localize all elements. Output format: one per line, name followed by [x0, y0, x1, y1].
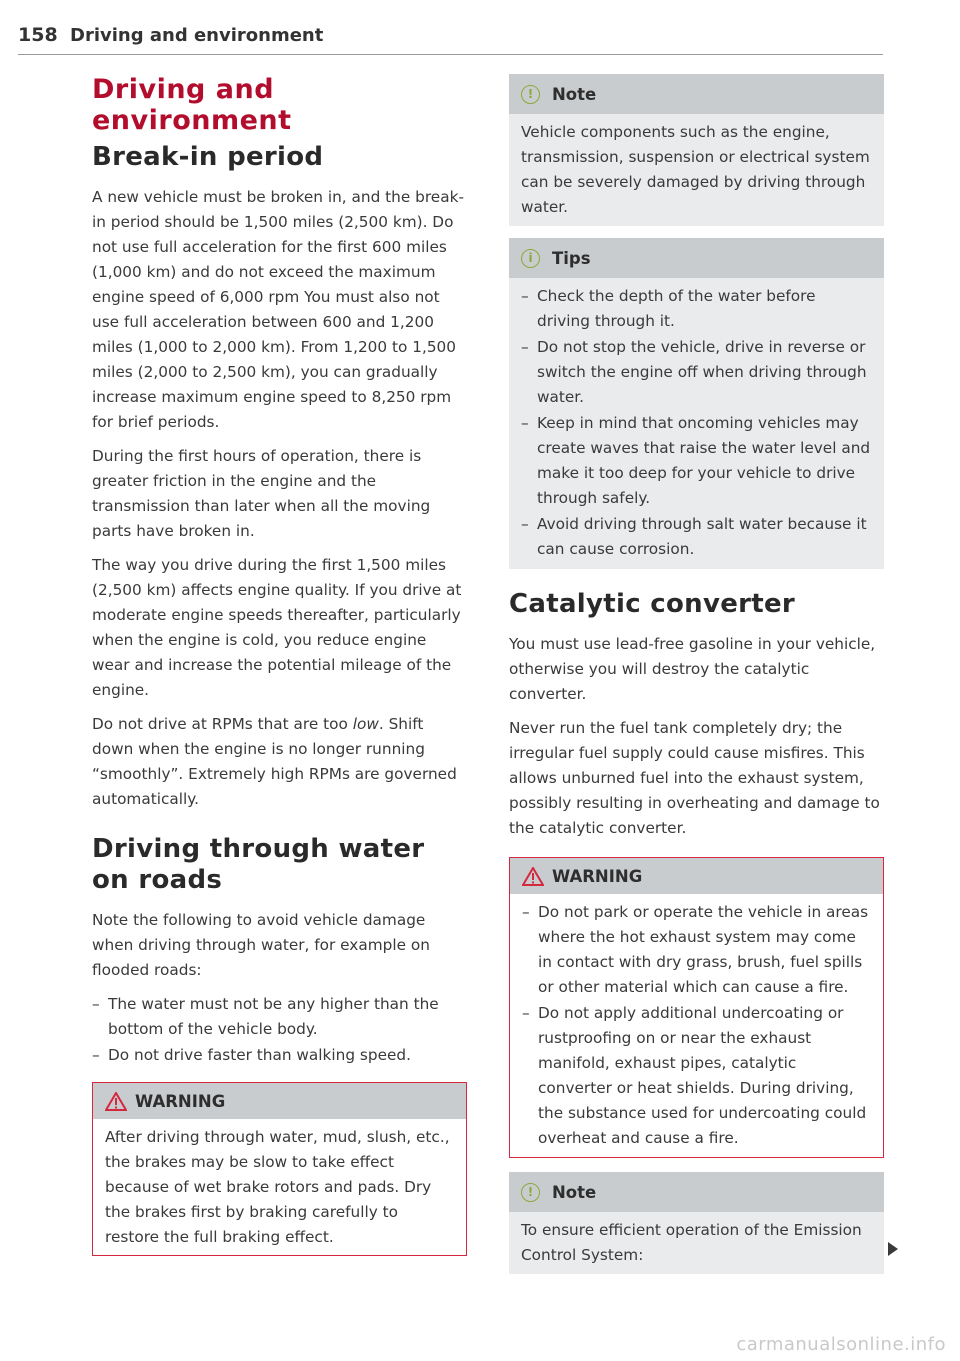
warning-body — [510, 894, 883, 1157]
warning-list — [522, 900, 871, 1151]
emphasis-low: low — [352, 715, 379, 733]
list-item: – Do not drive faster than walking speed. — [92, 1043, 467, 1068]
watermark: carmanualsonline.info — [736, 1334, 946, 1355]
list-item: – Check the depth of the water before driving through it. — [521, 284, 872, 334]
water-intro: Note the following to avoid vehicle damage when driving through water, for example on flooded roads: — [92, 911, 430, 979]
breakin-paragraph-1: A new vehicle must be broken in, and the break-in period should be 1,500 miles (2,500 km). Do not use full acceleration for the first 600 miles (1,000 km) and do not exceed the maximum engine speed of 6,000 rpm You must also not use full acceleration between 600 and 1,200 miles (1,000 to 2,000 km). From 1,200 to 1,500 miles (2,000 to 2,500 km), you can gradually increase maximum engine speed to 8,250 rpm for brief periods. — [92, 188, 464, 431]
note-text: Vehicle components such as the engine, transmission, suspension or electrical system can be severely damaged by driving through water. — [521, 123, 870, 216]
catalytic-heading: Catalytic converter — [509, 589, 796, 619]
warning-body — [93, 1119, 466, 1255]
header-section-title: Driving and environment — [70, 25, 324, 46]
breakin-paragraph-2: During the first hours of operation, there is greater friction in the engine and the transmission than later when all the moving parts have broken in. — [92, 447, 431, 540]
note-body — [509, 114, 884, 226]
exclamation-circle-icon: ! — [521, 1183, 540, 1202]
catalytic-paragraph-2: Never run the fuel tank completely dry; the irregular fuel supply could cause misfires. This allows unburned fuel into the exhaust system, possibly resulting in overheating and damage to the catalytic converter. — [509, 719, 880, 837]
note-header — [509, 74, 884, 114]
water-warning-box — [92, 1082, 467, 1256]
left-column — [92, 74, 467, 1270]
note-label: Note — [552, 1182, 597, 1202]
breakin-paragraph-4: Do not drive at RPMs that are too low. Shift down when the engine is no longer running “smoothly”. Extremely high RPMs are governed automatically. — [92, 715, 457, 808]
warning-label: WARNING — [135, 1091, 226, 1111]
catalytic-warning-box — [509, 857, 884, 1158]
breakin-paragraph-3: The way you drive during the first 1,500 miles (2,500 km) affects engine quality. If you drive at moderate engine speeds thereafter, particularly when the engine is cold, you reduce engine wear and increase the potential mileage of the engine. — [92, 556, 462, 699]
tips-body — [509, 278, 884, 569]
tips-list — [521, 284, 872, 562]
note-box-2 — [509, 1172, 884, 1274]
warning-label: WARNING — [552, 866, 643, 886]
warning-header — [93, 1083, 466, 1119]
list-item: – The water must not be any higher than the bottom of the vehicle body. — [92, 992, 467, 1042]
info-circle-icon: i — [521, 249, 540, 268]
note-box — [509, 74, 884, 226]
list-item: – Do not park or operate the vehicle in areas where the hot exhaust system may come in contact with dry grass, brush, fuel spills or other material which can cause a fire. — [522, 900, 871, 1000]
warning-triangle-icon — [105, 1092, 127, 1111]
list-item: – Do not apply additional undercoating or rustproofing on or near the exhaust manifold, exhaust pipes, catalytic converter or heat shields. During driving, the substance used for undercoating could overheat and cause a fire. — [522, 1001, 871, 1151]
page-header — [18, 24, 883, 55]
breakin-heading: Break-in period — [92, 142, 324, 172]
warning-header — [510, 858, 883, 894]
page-number: 158 — [18, 24, 58, 46]
note-label: Note — [552, 84, 597, 104]
tips-box — [509, 238, 884, 569]
exclamation-circle-icon: ! — [521, 85, 540, 104]
continue-arrow-icon — [888, 1242, 898, 1256]
list-item: – Avoid driving through salt water because it can cause corrosion. — [521, 512, 872, 562]
chapter-title: Driving and environment — [92, 74, 292, 136]
warning-text: After driving through water, mud, slush, etc., the brakes may be slow to take effect because of wet brake rotors and pads. Dry the brakes first by braking carefully to restore the full braking effect. — [105, 1128, 450, 1246]
tips-header — [509, 238, 884, 278]
right-column — [509, 74, 884, 1286]
warning-triangle-icon — [522, 867, 544, 886]
note-body — [509, 1212, 884, 1274]
list-item: – Do not stop the vehicle, drive in reverse or switch the engine off when driving through water. — [521, 335, 872, 410]
list-item: – Keep in mind that oncoming vehicles may create waves that raise the water level and make it too deep for your vehicle to drive through safely. — [521, 411, 872, 511]
catalytic-paragraph-1: You must use lead-free gasoline in your vehicle, otherwise you will destroy the catalytic converter. — [509, 635, 876, 703]
note-header — [509, 1172, 884, 1212]
water-heading: Driving through water on roads — [92, 834, 425, 895]
water-list — [92, 992, 467, 1068]
note-text: To ensure efficient operation of the Emission Control System: — [521, 1221, 862, 1264]
tips-label: Tips — [552, 248, 591, 268]
